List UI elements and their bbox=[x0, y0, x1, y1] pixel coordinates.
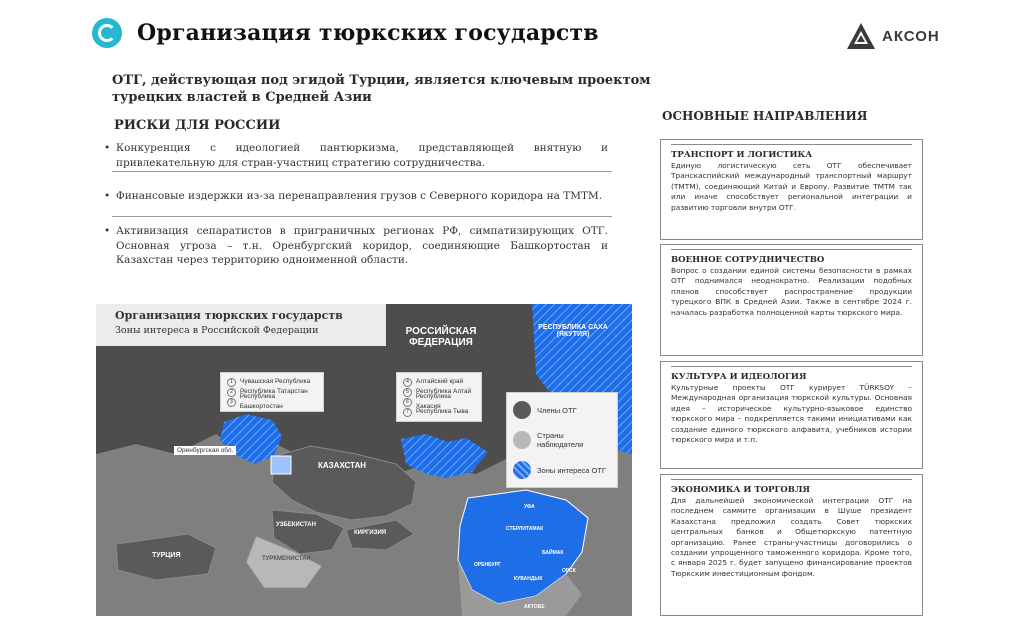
map-subtitle: Зоны интереса в Российской Федерации bbox=[115, 325, 319, 336]
legend-swatch bbox=[513, 461, 531, 479]
organization-logo bbox=[92, 18, 122, 48]
city-label: СТЕРЛИТАМАК bbox=[506, 526, 544, 532]
map-title-box bbox=[96, 304, 386, 346]
yakutia-label: РЕСПУБЛИКА САХА (ЯКУТИЯ) bbox=[538, 324, 608, 338]
card-body: Для дальнейшей экономической интеграции ОТГ на последнем саммите организации в Шуше президент Казахстана предложил создать Совет тюркских центральных банков и Общетюркскую патентную организацию. Ранее страны-участницы договорились о создании упрощенного таможенного коридора. Кроме того, с января 2025 г. будет запущено финансирование проектов Тюркским инвестиционным фондом. bbox=[671, 496, 912, 578]
map-legend bbox=[506, 392, 618, 488]
legend-swatch bbox=[513, 401, 531, 419]
legend-item: Зоны интереса ОТГ bbox=[513, 461, 607, 479]
card-heading: ЭКОНОМИКА И ТОРГОВЛЯ bbox=[671, 479, 912, 495]
russia-label: РОССИЙСКАЯ ФЕДЕРАЦИЯ bbox=[405, 326, 477, 348]
east-regions-list bbox=[396, 372, 482, 422]
kyrgyzstan-label: КИРГИЗИЯ bbox=[354, 530, 387, 536]
legend-swatch bbox=[513, 431, 531, 449]
direction-card bbox=[660, 139, 923, 240]
orenburg-label: Оренбургская обл. bbox=[174, 446, 236, 455]
turkmenistan-label: ТУРКМЕНИСТАН bbox=[262, 556, 311, 562]
turkic-states-map bbox=[96, 304, 632, 616]
card-body: Культурные проекты ОТГ курирует TÜRKSOY – Международная организация тюркской культуры. Основная идея – историческое культурно-языковое единство тюркского мира – подкрепляется такими инициативами как создание единого тюркского алфавита, учебников истории тюркского мира и т.п. bbox=[671, 383, 912, 445]
card-heading: ТРАНСПОРТ И ЛОГИСТИКА bbox=[671, 144, 912, 160]
city-label: АКТОБЕ bbox=[524, 604, 545, 610]
brand-name: АКСОН bbox=[882, 27, 940, 45]
risk-item: • Активизация сепаратистов в приграничных регионах РФ, симпатизирующих ОТГ. Основная угроза – т.н. Оренбургский коридор, соединяющие Башкортостан и Казахстан через территорию одноименной области. bbox=[104, 225, 608, 266]
legend-item: Члены ОТГ bbox=[513, 401, 577, 419]
city-label: БАЙМАК bbox=[542, 550, 564, 556]
directions-heading: ОСНОВНЫЕ НАПРАВЛЕНИЯ bbox=[662, 109, 868, 123]
city-label: ОРСК bbox=[562, 568, 576, 574]
card-body: Вопрос о создании единой системы безопасности в рамках ОТГ поднимался неоднократно. Реализации подобных планов способствует распространение продукции турецкого ВПК в Средней Азии. Также в сентябре 2024 г. началась разработка полноценной карты тюркского мира. bbox=[671, 266, 912, 317]
city-label: КУВАНДЫК bbox=[514, 576, 543, 582]
turkey-label: ТУРЦИЯ bbox=[152, 552, 181, 559]
risk-item: • Финансовые издержки из-за перенаправления грузов с Северного коридора на ТМТМ. bbox=[104, 190, 603, 202]
bullet-icon: • bbox=[104, 142, 111, 154]
divider bbox=[112, 171, 612, 172]
lead-statement: ОТГ, действующая под эгидой Турции, является ключевым проектом турецких властей в Средней Азии bbox=[112, 73, 651, 105]
city-label: ОРЕНБУРГ bbox=[474, 562, 501, 568]
direction-card bbox=[660, 474, 923, 616]
region-item: 1 Чувашская Республика bbox=[227, 377, 317, 387]
kazakhstan-label: КАЗАХСТАН bbox=[318, 461, 366, 470]
page-title: Организация тюркских государств bbox=[137, 20, 599, 46]
uzbekistan-label: УЗБЕКИСТАН bbox=[276, 522, 316, 528]
card-heading: ВОЕННОЕ СОТРУДНИЧЕСТВО bbox=[671, 249, 912, 265]
brand-logo bbox=[846, 22, 940, 50]
orenburg-region bbox=[271, 456, 291, 474]
direction-card bbox=[660, 361, 923, 469]
divider bbox=[112, 216, 612, 217]
bullet-icon: • bbox=[104, 225, 111, 237]
direction-card bbox=[660, 244, 923, 356]
west-regions-list bbox=[220, 372, 324, 412]
region-item: 5 Республика Алтай bbox=[403, 387, 475, 397]
card-heading: КУЛЬТУРА И ИДЕОЛОГИЯ bbox=[671, 366, 912, 382]
card-body: Единую логистическую сеть ОТГ обеспечивает Транскаспийский международный транспортный маршрут (ТМТМ), соединяющий Китай и Европу. Развитие ТМТМ так или иначе способствует региональной интеграции и развитию торговли внутри ОТГ. bbox=[671, 161, 912, 212]
map-title: Организация тюркских государств bbox=[115, 309, 343, 322]
region-item: 4 Алтайский край bbox=[403, 377, 475, 387]
region-item: 7 Республика Тыва bbox=[403, 407, 475, 417]
city-label: УФА bbox=[524, 504, 535, 510]
risk-item: • Конкуренция с идеологией пантюркизма, представляющей внятную и привлекательную для стран-участниц стратегию сотрудничества. bbox=[104, 142, 608, 169]
bullet-icon: • bbox=[104, 190, 111, 202]
risks-heading: РИСКИ ДЛЯ РОССИИ bbox=[114, 118, 281, 133]
akson-logo-icon bbox=[846, 22, 876, 50]
region-item: 3 Республика Башкортостан bbox=[227, 397, 317, 407]
legend-item: Страны наблюдатели bbox=[513, 431, 607, 449]
region-item: 2 Республика Татарстан bbox=[227, 387, 317, 397]
region-item: 6 Республика Хакасия bbox=[403, 397, 475, 407]
